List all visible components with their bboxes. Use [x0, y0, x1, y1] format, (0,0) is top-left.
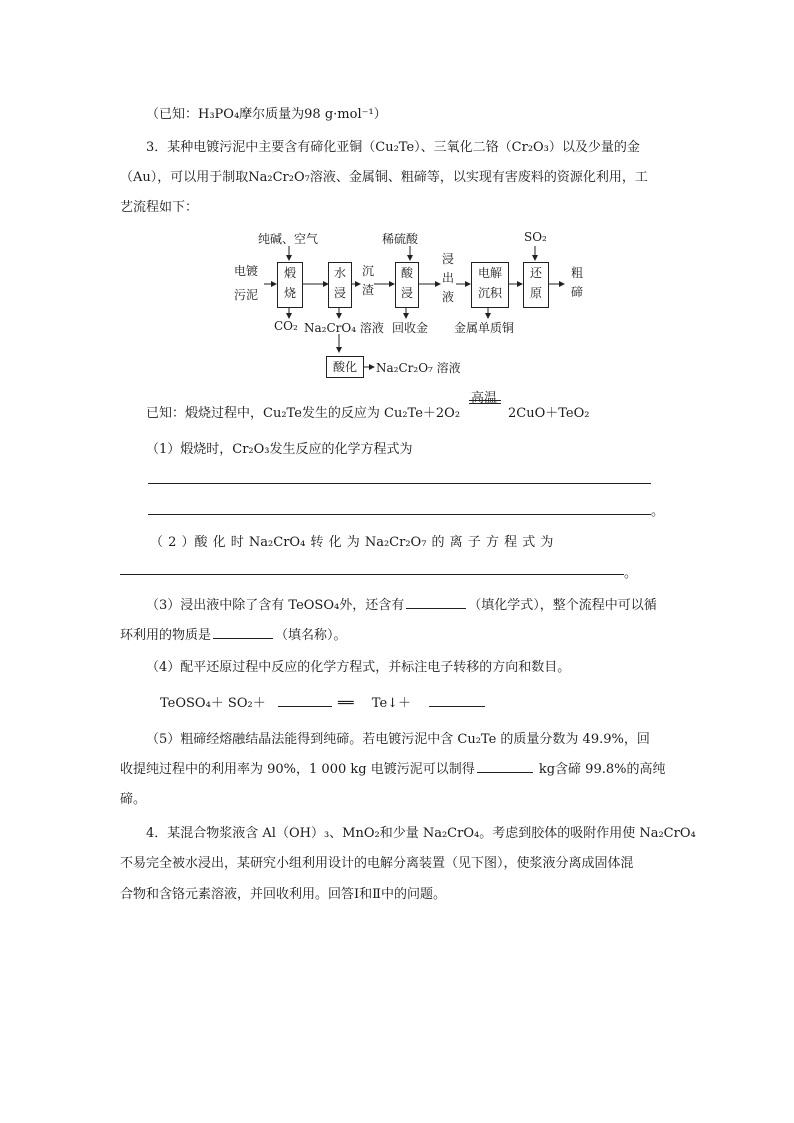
box-reduction-char2: 原: [529, 286, 542, 300]
output-copper-metal: 金属单质铜: [454, 321, 515, 335]
answer-blank-3a[interactable]: [406, 597, 466, 609]
box-calcine-char1: 煅: [283, 266, 296, 280]
feed-so2: SO₂: [524, 230, 547, 244]
answer-line-2[interactable]: [120, 574, 624, 575]
sub5-part-b: 收提纯过程中的利用率为 90%，1 000 kg 电镀污泥可以制得: [120, 762, 475, 777]
box-electro-line1: 电解: [477, 266, 502, 280]
answer-blank-3b[interactable]: [213, 627, 273, 639]
box-electrodeposition: [471, 262, 509, 308]
q4-line-3: 合物和含铬元素溶液，并回收利用。回答Ⅰ和Ⅱ中的问题。: [120, 887, 446, 902]
output-dichromate-solution: Na₂Cr₂O₇ 溶液: [376, 361, 461, 375]
equation-double-line-top: [469, 400, 501, 401]
product-char2: 碲: [570, 285, 583, 299]
equation-reactants: TeOSO₄＋ SO₂＋: [160, 696, 266, 711]
sub-question-5-line3: 碲。: [120, 792, 147, 807]
known-reaction-prefix: 已知：煅烧过程中，Cu₂Te发生的反应为 Cu₂Te＋2O₂: [146, 406, 461, 421]
sub-question-3-line1: [146, 594, 657, 613]
sub3-part-b: （填化学式），整个流程中可以循: [468, 598, 657, 613]
sub-question-5-line1: （5）粗碲经熔融结晶法能得到纯碲。若电镀污泥中含 Cu₂Te 的质量分数为 49.9%，回: [146, 732, 650, 747]
answer-blank-5[interactable]: [477, 761, 533, 773]
sub3-part-a: （3）浸出液中除了含有 TeOSO₄外，还含有: [146, 598, 405, 613]
answer-blank-4b[interactable]: [429, 695, 485, 707]
redox-equation: [160, 692, 487, 711]
box-calcine-char2: 烧: [283, 286, 296, 300]
answer-line-1b[interactable]: [148, 514, 651, 515]
leachate-label: [441, 250, 455, 307]
known-reaction-condition: 高温: [471, 391, 498, 406]
q4-line-1: 4．某混合物浆液含 Al（OH）₃、MnO₂和少量 Na₂CrO₄。考虑到胶体的吸附作用使 Na₂CrO₄: [146, 826, 696, 841]
q4-line-2: 不易完全被水浸出，某研究小组利用设计的电解分离装置（见下图），使浆液分离成固体混: [120, 856, 634, 871]
product-crude-tellurium: [570, 264, 584, 302]
output-recovered-gold: 回收金: [392, 321, 429, 335]
sub-question-2-end: 。: [624, 566, 638, 581]
box-reduction-char1: 还: [529, 266, 542, 280]
sub-question-4: （4）配平还原过程中反应的化学方程式，并标注电子转移的方向和数目。: [146, 660, 571, 675]
box-acid-leach-char1: 酸: [400, 266, 413, 280]
leachate-char1: 浸: [441, 252, 454, 266]
process-flow-diagram: [228, 226, 618, 386]
sub5-part-c: kg含碲 99.8%的高纯: [534, 762, 666, 777]
sub-question-5-line2: [120, 758, 665, 777]
output-na2cro4-solution: Na₂CrO₄ 溶液: [304, 321, 384, 335]
sub-question-1-end: 。: [651, 504, 665, 519]
box-electro-line2: 沉积: [477, 286, 502, 300]
sub3-part-d: （填名称）。: [275, 628, 347, 643]
box-water-leach: [328, 262, 352, 308]
q3-intro-line-2: （Au），可以用于制取Na₂Cr₂O₇溶液、金属铜、粗碲等，以实现有害废料的资源化利用，工: [120, 170, 648, 185]
box-water-leach-char2: 浸: [333, 286, 346, 300]
equation-equals: ══: [337, 696, 354, 711]
box-acidify: 酸化: [326, 356, 364, 378]
feed-dilute-sulfuric-acid: 稀硫酸: [382, 232, 419, 246]
answer-blank-4a[interactable]: [278, 695, 332, 707]
sub-question-3-line2: [120, 624, 347, 643]
equation-double-line-bottom: [469, 403, 501, 404]
leachate-char2: 出: [441, 271, 454, 285]
leachate-char3: 液: [441, 290, 454, 304]
start-sludge-line2: 污泥: [234, 288, 259, 302]
box-acid-leach: [395, 262, 419, 308]
box-water-leach-char1: 水: [333, 266, 346, 280]
box-calcine: [277, 262, 303, 308]
feed-soda-air: 纯碱、空气: [258, 232, 319, 246]
sub-question-1: （1）煅烧时，Cr₂O₃发生反应的化学方程式为: [146, 442, 413, 457]
known-reaction-products: 2CuO＋TeO₂: [508, 406, 590, 421]
box-reduction: [523, 262, 549, 308]
q3-intro-line-3: 艺流程如下：: [120, 200, 199, 215]
box-acid-leach-char2: 浸: [400, 286, 413, 300]
product-char1: 粗: [570, 266, 583, 280]
sub-question-2: （ 2 ）酸 化 时 Na₂CrO₄ 转 化 为 Na₂Cr₂O₇ 的 离 子 方 程 式 为: [150, 535, 554, 550]
residue-char2: 渣: [361, 283, 374, 297]
equation-products: Te↓＋: [371, 696, 412, 711]
residue-char1: 沉: [361, 264, 374, 278]
output-co2: CO₂: [274, 319, 298, 333]
q3-intro-line-1: 3．某种电镀污泥中主要含有碲化亚铜（Cu₂Te）、三氧化二铬（Cr₂O₃）以及少量的金: [146, 140, 640, 155]
start-sludge-line1: 电镀: [234, 264, 259, 278]
answer-line-1a[interactable]: [148, 483, 651, 484]
residue-label: [361, 262, 375, 300]
known-h3po4-molar-mass: （已知：H₃PO₄摩尔质量为98 g·mol⁻¹）: [146, 107, 387, 122]
sub3-part-c: 环利用的物质是: [120, 628, 212, 643]
